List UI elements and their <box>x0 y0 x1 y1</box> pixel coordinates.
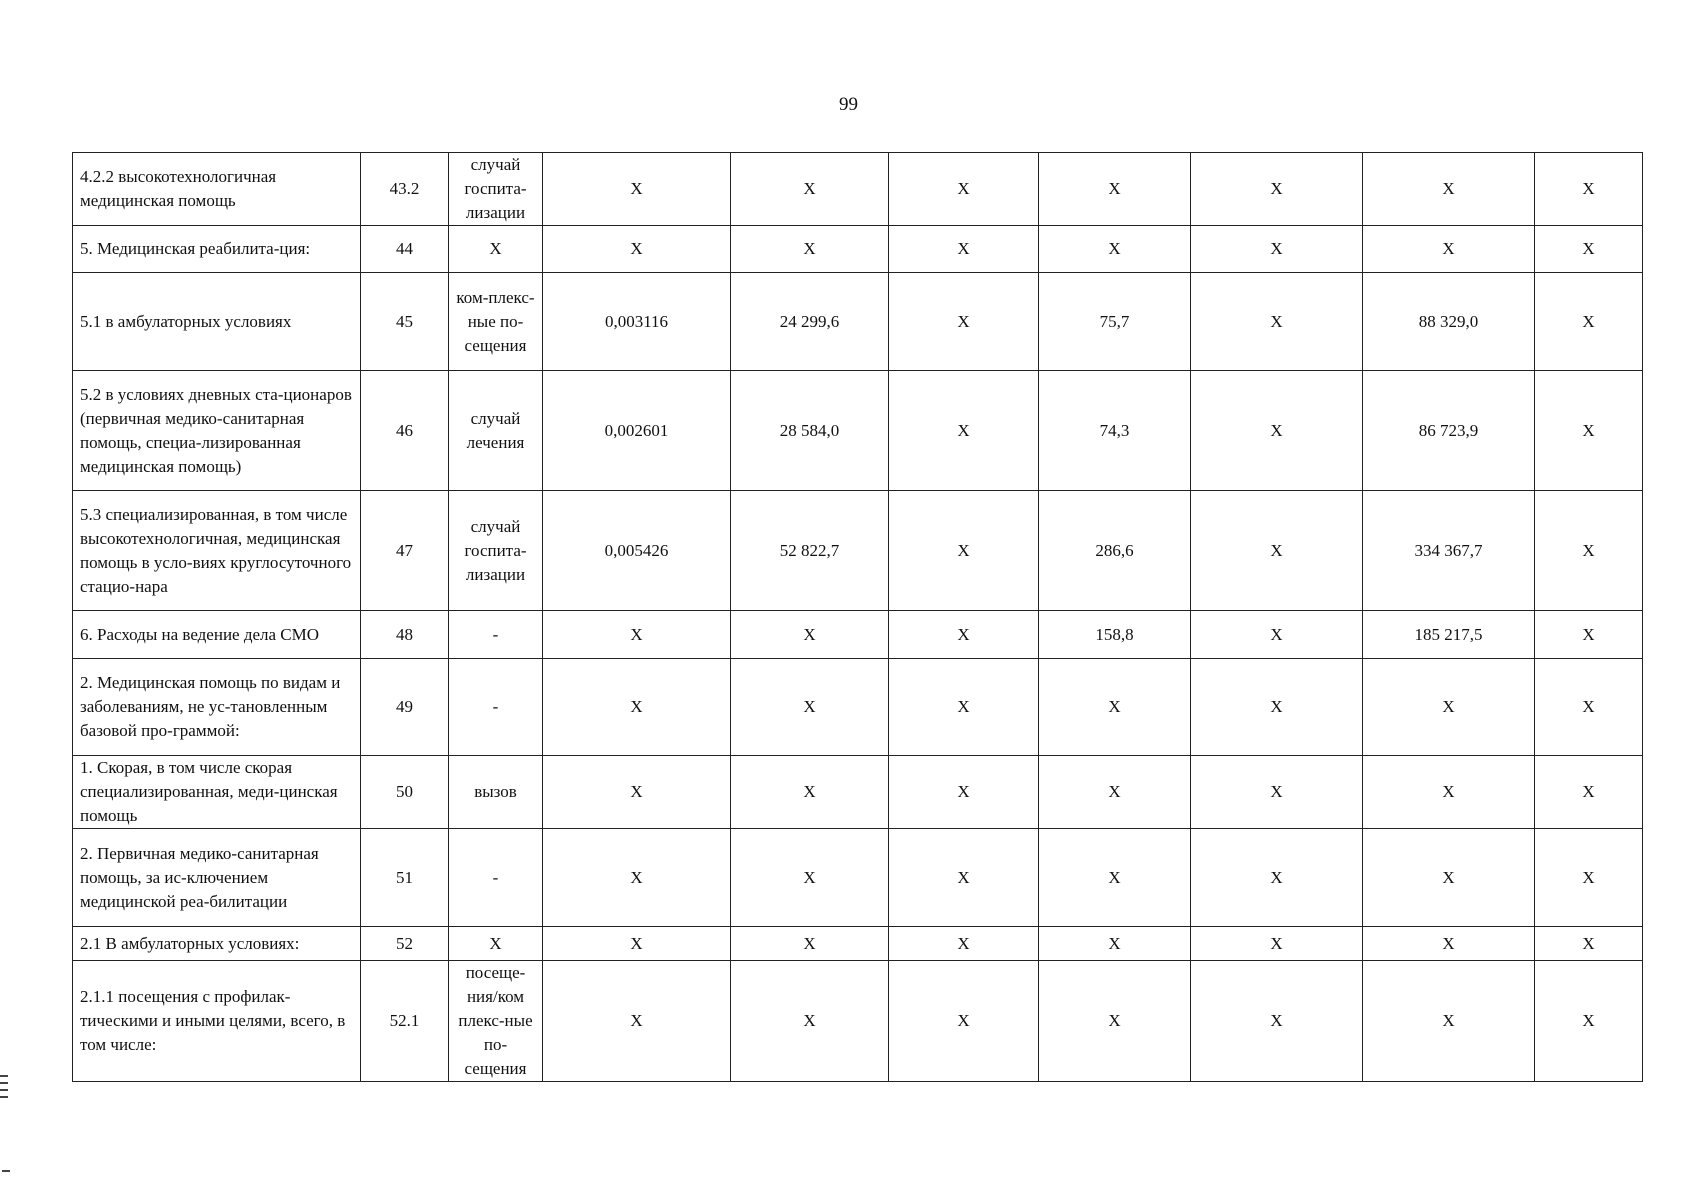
cell-c6: 158,8 <box>1039 611 1191 659</box>
cell-c8: Х <box>1363 756 1535 829</box>
table-row <box>73 491 1643 611</box>
cell-c4: Х <box>731 756 889 829</box>
cell-code: 43.2 <box>361 153 449 226</box>
cell-c9: Х <box>1535 829 1643 927</box>
cell-code: 47 <box>361 491 449 611</box>
cell-c5: Х <box>889 491 1039 611</box>
cell-c3: Х <box>543 829 731 927</box>
cell-c9: Х <box>1535 961 1643 1082</box>
cell-c7: Х <box>1191 659 1363 756</box>
cell-c4: 52 822,7 <box>731 491 889 611</box>
cell-c8: Х <box>1363 153 1535 226</box>
cell-c9: Х <box>1535 756 1643 829</box>
cell-c9: Х <box>1535 153 1643 226</box>
table-row <box>73 226 1643 273</box>
cell-c7: Х <box>1191 927 1363 961</box>
cell-c5: Х <box>889 273 1039 371</box>
cell-c9: Х <box>1535 611 1643 659</box>
cell-unit: ком-плекс-ные по-сещения <box>449 273 543 371</box>
cell-c8: 88 329,0 <box>1363 273 1535 371</box>
table-row <box>73 829 1643 927</box>
table-row <box>73 659 1643 756</box>
cell-c6: 74,3 <box>1039 371 1191 491</box>
cell-c4: Х <box>731 153 889 226</box>
cell-unit: Х <box>449 226 543 273</box>
cell-c3: Х <box>543 153 731 226</box>
table-row <box>73 611 1643 659</box>
cell-unit: случай госпита-лизации <box>449 491 543 611</box>
cell-c5: Х <box>889 961 1039 1082</box>
cell-c4: Х <box>731 829 889 927</box>
cell-c8: Х <box>1363 659 1535 756</box>
scan-edge-dash <box>2 1170 10 1172</box>
cell-c7: Х <box>1191 961 1363 1082</box>
table-body <box>73 153 1643 1082</box>
cell-c3: 0,003116 <box>543 273 731 371</box>
cell-c7: Х <box>1191 273 1363 371</box>
cell-c3: Х <box>543 927 731 961</box>
cell-c4: Х <box>731 226 889 273</box>
cell-c5: Х <box>889 927 1039 961</box>
cell-unit: Х <box>449 927 543 961</box>
cell-c6: Х <box>1039 927 1191 961</box>
cell-c3: Х <box>543 611 731 659</box>
cell-c8: 185 217,5 <box>1363 611 1535 659</box>
cell-c5: Х <box>889 611 1039 659</box>
cell-code: 45 <box>361 273 449 371</box>
cell-c6: Х <box>1039 226 1191 273</box>
cell-name: 2.1.1 посещения с профилак-тическими и иными целями, всего, в том числе: <box>73 961 361 1082</box>
cell-c7: Х <box>1191 756 1363 829</box>
cell-unit: - <box>449 611 543 659</box>
table-row <box>73 927 1643 961</box>
cell-c6: 286,6 <box>1039 491 1191 611</box>
cell-c7: Х <box>1191 611 1363 659</box>
cell-c4: 28 584,0 <box>731 371 889 491</box>
cell-name: 5.2 в условиях дневных ста-ционаров (первичная медико-санитарная помощь, специа-лизированная медицинская помощь) <box>73 371 361 491</box>
cell-c6: Х <box>1039 153 1191 226</box>
cell-name: 5. Медицинская реабилита-ция: <box>73 226 361 273</box>
cell-name: 4.2.2 высокотехнологичная медицинская помощь <box>73 153 361 226</box>
cell-c9: Х <box>1535 226 1643 273</box>
cell-code: 49 <box>361 659 449 756</box>
cell-c8: Х <box>1363 226 1535 273</box>
cell-name: 6. Расходы на ведение дела СМО <box>73 611 361 659</box>
cell-name: 2. Медицинская помощь по видам и заболеваниям, не ус-тановленным базовой про-граммой: <box>73 659 361 756</box>
cell-c5: Х <box>889 756 1039 829</box>
cell-c5: Х <box>889 371 1039 491</box>
cell-code: 50 <box>361 756 449 829</box>
cell-code: 52 <box>361 927 449 961</box>
cell-c4: Х <box>731 611 889 659</box>
cell-c3: Х <box>543 226 731 273</box>
cell-unit: случай лечения <box>449 371 543 491</box>
cell-c6: Х <box>1039 961 1191 1082</box>
cell-c4: Х <box>731 961 889 1082</box>
cell-c3: Х <box>543 756 731 829</box>
cell-name: 5.3 специализированная, в том числе высокотехнологичная, медицинская помощь в усло-виях круглосуточного стацио-нара <box>73 491 361 611</box>
table-row <box>73 153 1643 226</box>
cell-code: 48 <box>361 611 449 659</box>
cell-c6: Х <box>1039 756 1191 829</box>
cell-name: 5.1 в амбулаторных условиях <box>73 273 361 371</box>
cell-c3: Х <box>543 659 731 756</box>
cell-c4: Х <box>731 659 889 756</box>
cell-c9: Х <box>1535 927 1643 961</box>
cell-c4: 24 299,6 <box>731 273 889 371</box>
data-table <box>72 152 1643 1082</box>
cell-code: 51 <box>361 829 449 927</box>
cell-c4: Х <box>731 927 889 961</box>
cell-c3: 0,005426 <box>543 491 731 611</box>
cell-c8: Х <box>1363 927 1535 961</box>
cell-name: 2.1 В амбулаторных условиях: <box>73 927 361 961</box>
cell-c3: Х <box>543 961 731 1082</box>
cell-code: 44 <box>361 226 449 273</box>
table-row <box>73 756 1643 829</box>
scan-edge-marks <box>0 1075 8 1103</box>
cell-c7: Х <box>1191 226 1363 273</box>
page-number: 99 <box>839 94 858 115</box>
cell-unit: - <box>449 829 543 927</box>
cell-c8: Х <box>1363 829 1535 927</box>
cell-c7: Х <box>1191 371 1363 491</box>
cell-c5: Х <box>889 829 1039 927</box>
cell-unit: вызов <box>449 756 543 829</box>
cell-c7: Х <box>1191 153 1363 226</box>
cell-c9: Х <box>1535 491 1643 611</box>
cell-name: 2. Первичная медико-санитарная помощь, за ис-ключением медицинской реа-билитации <box>73 829 361 927</box>
cell-c8: 86 723,9 <box>1363 371 1535 491</box>
table-row <box>73 961 1643 1082</box>
cell-code: 52.1 <box>361 961 449 1082</box>
cell-c5: Х <box>889 659 1039 756</box>
cell-c7: Х <box>1191 829 1363 927</box>
cell-c9: Х <box>1535 273 1643 371</box>
cell-c9: Х <box>1535 371 1643 491</box>
cell-c5: Х <box>889 226 1039 273</box>
cell-c8: Х <box>1363 961 1535 1082</box>
table-row <box>73 371 1643 491</box>
cell-code: 46 <box>361 371 449 491</box>
cell-c8: 334 367,7 <box>1363 491 1535 611</box>
cell-unit: посеще-ния/ком плекс-ные по-сещения <box>449 961 543 1082</box>
cell-c9: Х <box>1535 659 1643 756</box>
cell-c7: Х <box>1191 491 1363 611</box>
cell-unit: случай госпита-лизации <box>449 153 543 226</box>
cell-unit: - <box>449 659 543 756</box>
table-row <box>73 273 1643 371</box>
cell-c6: Х <box>1039 829 1191 927</box>
cell-name: 1. Скорая, в том числе скорая специализированная, меди-цинская помощь <box>73 756 361 829</box>
cell-c6: Х <box>1039 659 1191 756</box>
cell-c6: 75,7 <box>1039 273 1191 371</box>
cell-c5: Х <box>889 153 1039 226</box>
cell-c3: 0,002601 <box>543 371 731 491</box>
